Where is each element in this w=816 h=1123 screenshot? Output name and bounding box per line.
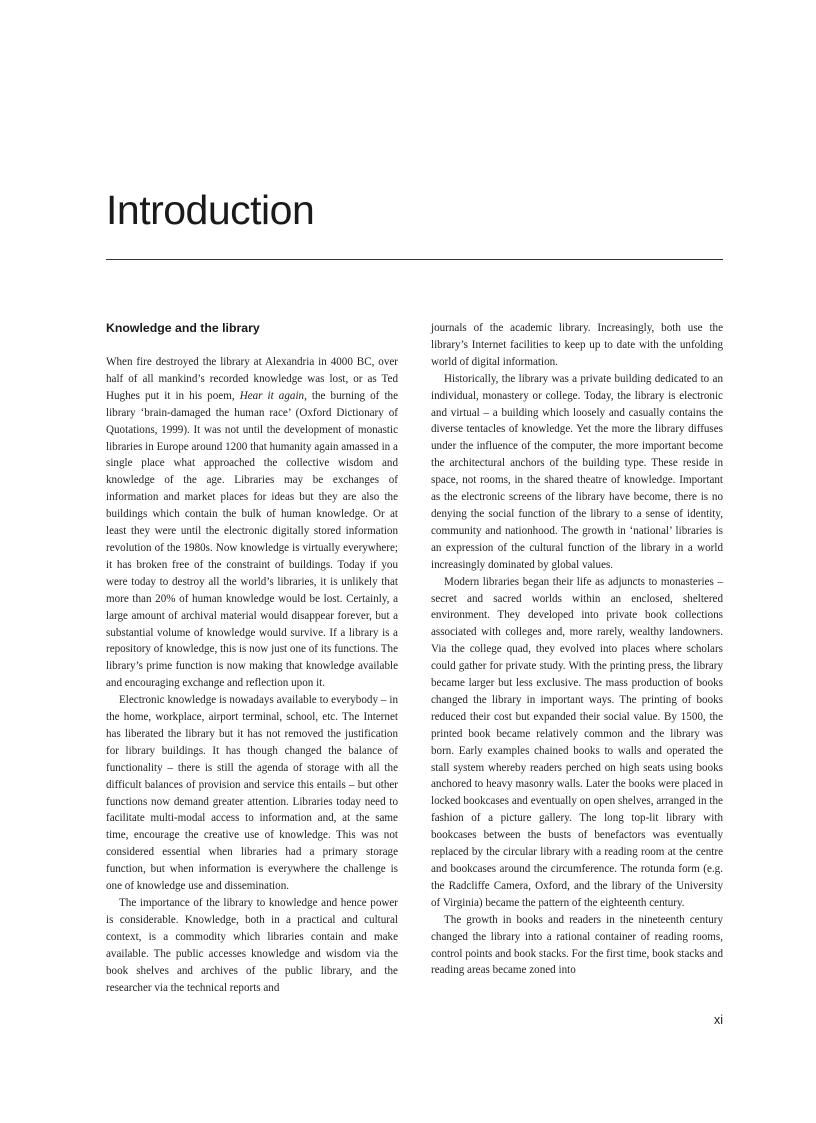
poem-title: Hear it again [239,389,305,402]
paragraph: The growth in books and readers in the nineteenth century changed the library into a rational container of reading rooms, control points and book stacks. For the first time, book stacks and reading areas became zoned into [431,913,723,977]
paragraph: Modern libraries began their life as adjuncts to monasteries – secret and sacred worlds within an enclosed, sheltered environment. They developed into private book collections associated with colleges and, more rarely, wealthy landowners. Via the college quad, they evolved into places where scholars could gather for private study. With the printing press, the library became larger but less exclusive. The mass production of books changed the library in important ways. The printing of books reduced their cost but expanded their social value. By 1500, the printed book became relatively common and the library was born. Early examples chained books to walls and operated the stall system whereby readers perched on high seats using books anchored to heavy masonry walls. Later the books were placed in locked bookcases and eventually on open shelves, arranged in the fashion of a picture gallery. The long top-lit library with bookcases between the busts of benefactors was eventually replaced by the circular library with a reading room at the centre and bookcases around the circumference. The rotunda form (e.g. the Radcliffe Camera, Oxford, and the library of the University of Virginia) became the pattern of the eighteenth century. [431,575,723,909]
title-rule [106,259,723,260]
paragraph: Electronic knowledge is nowadays available to everybody – in the home, workplace, airport terminal, school, etc. The Internet has liberated the library but it has not removed the justification for library buildings. It has though changed the balance of functionality – there is still the agenda of storage with all the difficult balances of provision and service this entails – but other functions now demand greater attention. Libraries today need to facilitate multi-modal access to information and, at the same time, encourage the creative use of knowledge. This was not considered essential when libraries had a primary storage function, but when information is everywhere the challenge is one of knowledge use and dissemination. [106,694,398,893]
paragraph: journals of the academic library. Increasingly, both use the library’s Internet facilities to keep up to date with the unfolding world of digital information. [431,322,723,368]
paragraph: Historically, the library was a private building dedicated to an individual, monastery or college. Today, the library is electronic and virtual – a building which loosely and casually contains the diverse tentacles of knowledge. Yet the more the library diffuses under the influence of the computer, the more important become the architectural anchors of the building type. These reside in space, not rooms, in the shared theatre of knowledge. Important as the electronic screens of the library have become, there is no denying the social function of the library to a sense of identity, community and nationhood. The growth in ‘national’ libraries is an expression of the cultural function of the library in a world increasingly dominated by global values. [431,372,723,571]
chapter-title: Introduction [106,187,315,233]
paragraph: The importance of the library to knowledge and hence power is considerable. Knowledge, both in a practical and cultural context, is a commodity which libraries contain and make available. The public accesses knowledge and wisdom via the book shelves and archives of the public library, and the researcher via the technical reports and [106,897,398,994]
paragraph [106,354,398,692]
section-heading: Knowledge and the library [106,321,260,335]
left-column [106,320,398,996]
paragraph-text: When fire destroyed the library at Alexandria in 4000 BC, over half of all mankind’s recorded knowledge was lost, or as Ted Hughes put it in his poem, [106,356,398,402]
page-number: xi [713,1013,723,1027]
right-column [431,320,723,979]
paragraph-text: , the burning of the library ‘brain-damaged the human race’ (Oxford Dictionary of Quotations, 1999). It was not until the development of monastic libraries in Europe around 1200 that humanity again amassed in a single place what approached the collective wisdom and knowledge of the age. Libraries may be exchanges of information and market places for ideas but they are also the buildings which contain the bulk of human knowledge. Or at least they were until the electronic digitally stored information revolution of the 1980s. Now knowledge is virtually everywhere; it has broken free of the constraint of buildings. Today if you were today to destroy all the world’s libraries, it is unlikely that more than 20% of human knowledge would be lost. Certainly, a large amount of archival material would disappear forever, but a substantial volume of knowledge would survive. If a library is a repository of knowledge, this is now just one of its functions. The library’s prime function is now making that knowledge available and encouraging exchange and reflection upon it. [106,389,399,690]
